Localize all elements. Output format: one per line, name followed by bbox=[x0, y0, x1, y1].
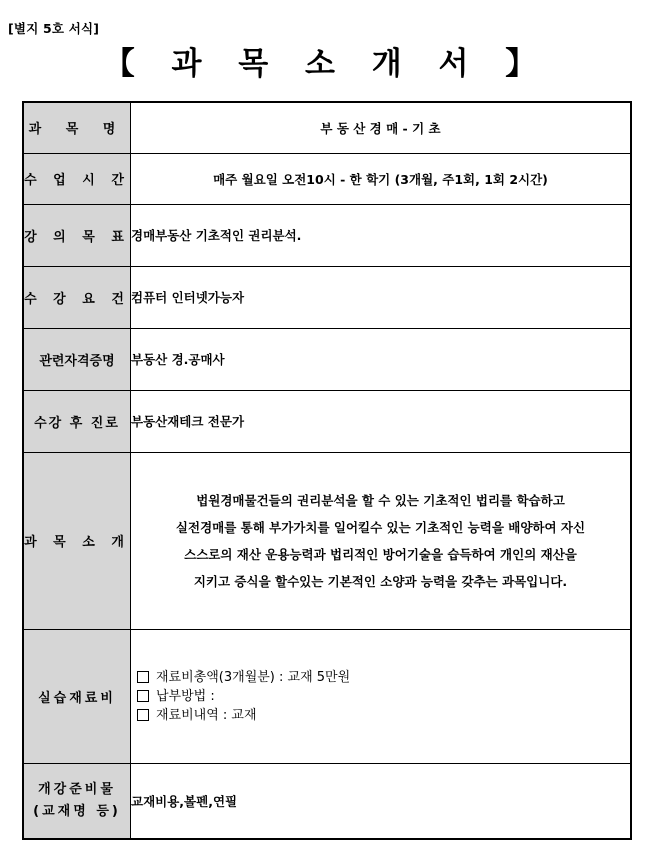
table-row bbox=[23, 763, 631, 839]
checkbox-icon bbox=[137, 671, 149, 683]
requirement-label: 수 강 요 건 bbox=[23, 266, 131, 328]
document-title: 【 과 목 소 개 서 】 bbox=[103, 46, 550, 82]
table-row bbox=[23, 390, 631, 452]
certificate-label: 관련자격증명 bbox=[23, 328, 131, 390]
intro-line: 법원경매물건들의 권리분석을 할 수 있는 기초적인 법리를 학습하고 bbox=[196, 492, 565, 508]
table-row bbox=[23, 629, 631, 763]
intro-line: 지키고 증식을 할수있는 기본적인 소양과 능력을 갖추는 과목입니다. bbox=[193, 573, 568, 589]
table-row bbox=[23, 266, 631, 328]
materials-item: 재료비내역 : 교재 bbox=[137, 706, 630, 725]
table-row bbox=[23, 153, 631, 204]
intro-label: 과 목 소 개 bbox=[23, 452, 131, 629]
prep-value: 교재비용,볼펜,연필 bbox=[131, 763, 632, 839]
checkbox-icon bbox=[137, 709, 149, 721]
form-reference: [별지 5호 서식] bbox=[8, 21, 100, 36]
career-value: 부동산재테크 전문가 bbox=[131, 390, 632, 452]
table-row bbox=[23, 102, 631, 153]
subject-value: 부 동 산 경 매 - 기 초 bbox=[131, 102, 632, 153]
objective-value: 경매부동산 기초적인 권리분석. bbox=[131, 204, 632, 266]
certificate-value: 부동산 경.공매사 bbox=[131, 328, 632, 390]
objective-label: 강 의 목 표 bbox=[23, 204, 131, 266]
table-row bbox=[23, 204, 631, 266]
course-intro-table bbox=[22, 101, 632, 840]
materials-item: 재료비총액(3개월분) : 교재 5만원 bbox=[137, 668, 630, 687]
table-row bbox=[23, 452, 631, 629]
table-row bbox=[23, 328, 631, 390]
intro-value bbox=[131, 452, 632, 629]
career-label: 수강 후 진로 bbox=[23, 390, 131, 452]
class-time-label: 수 업 시 간 bbox=[23, 153, 131, 204]
class-time-value: 매주 월요일 오전10시 - 한 학기 (3개월, 주1회, 1회 2시간) bbox=[131, 153, 632, 204]
materials-item: 납부방법 : bbox=[137, 687, 630, 706]
requirement-value: 컴퓨터 인터넷가능자 bbox=[131, 266, 632, 328]
prep-label: 개강준비물 (교재명 등) bbox=[23, 763, 131, 839]
intro-line: 실전경매를 통해 부가가치를 일어킬수 있는 기초적인 능력을 배양하여 자신 bbox=[175, 519, 586, 535]
materials-label: 실습재료비 bbox=[23, 629, 131, 763]
checkbox-icon bbox=[137, 690, 149, 702]
subject-label: 과 목 명 bbox=[23, 102, 131, 153]
intro-line: 스스로의 재산 운용능력과 법리적인 방어기술을 습득하여 개인의 재산을 bbox=[184, 546, 577, 562]
materials-value bbox=[131, 629, 632, 763]
